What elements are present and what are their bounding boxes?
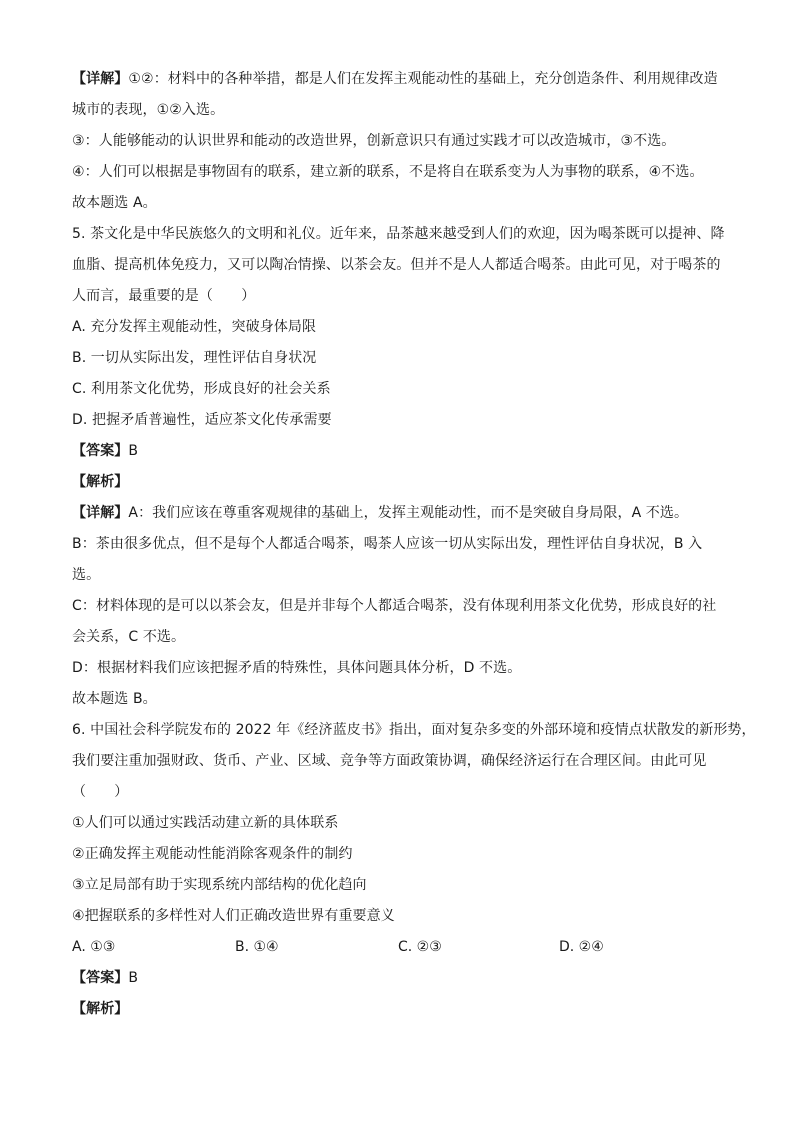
section-tag: 【解析】 (72, 1001, 129, 1017)
line-text: 我们要注重加强财政、货币、产业、区域、竞争等方面政策协调，确保经济运行在合理区间。由此可见 (72, 753, 707, 769)
line-text: 6. 中国社会科学院发布的 2022 年《经济蓝皮书》指出，面对复杂多变的外部环境和疫情点状散发的新形势， (72, 722, 756, 738)
text-line (72, 684, 724, 715)
line-text: ①人们可以通过实践活动建立新的具体联系 (72, 815, 339, 831)
text-line (72, 374, 724, 405)
text-line (72, 157, 724, 188)
text-line (72, 343, 724, 374)
document-body (72, 64, 756, 1025)
text-line (72, 219, 724, 250)
line-text: ①②：材料中的各种举措，都是人们在发挥主观能动性的基础上，充分创造条件、利用规律改造 (128, 71, 718, 87)
text-line (72, 963, 724, 994)
q6-option-b: B. ①④ (235, 939, 279, 955)
q6-option-a: A. ①③ (72, 939, 116, 955)
line-text: 故本题选 A。 (72, 195, 157, 211)
line-text: ②正确发挥主观能动性能消除客观条件的制约 (72, 846, 353, 862)
text-line (72, 870, 724, 901)
text-line (72, 95, 724, 126)
text-line (72, 746, 724, 777)
line-text: ③立足局部有助于实现系统内部结构的优化趋向 (72, 877, 367, 893)
text-line (72, 467, 724, 498)
text-line (72, 560, 724, 591)
text-line (72, 529, 724, 560)
q6-option-d: D. ②④ (559, 939, 604, 955)
line-text: 城市的表现，①②入选。 (72, 102, 225, 118)
line-text: C. 利用茶文化优势，形成良好的社会关系 (72, 381, 331, 397)
text-line (72, 591, 724, 622)
text-line (72, 715, 756, 746)
section-tag: 【答案】 (72, 443, 129, 459)
line-text: 血脂、提高机体免疫力，又可以陶冶情操、以茶会友。但并不是人人都适合喝茶。由此可见，对于喝茶的 (72, 257, 721, 273)
line-text: 人而言，最重要的是（ ） (72, 288, 256, 304)
text-line (72, 901, 724, 932)
line-text: ④：人们可以根据是事物固有的联系，建立新的联系，不是将自在联系变为人为事物的联系，④不选。 (72, 164, 704, 180)
text-line (72, 808, 724, 839)
line-text: A：我们应该在尊重客观规律的基础上，发挥主观能动性，而不是突破自身局限，A 不选。 (128, 505, 689, 521)
line-text: D. 把握矛盾普遍性，适应茶文化传承需要 (72, 412, 332, 428)
section-tag: 【详解】 (72, 71, 129, 87)
line-text: C：材料体现的是可以以茶会友，但是并非每个人都适合喝茶，没有体现利用茶文化优势，形成良好的社 (72, 598, 717, 614)
line-text: B：茶由很多优点，但不是每个人都适合喝茶，喝茶人应该一切从实际出发，理性评估自身状况，B 入 (72, 536, 703, 552)
line-text: 故本题选 B。 (72, 691, 157, 707)
q6-option-c: C. ②③ (398, 939, 442, 955)
text-line (72, 498, 724, 529)
text-line (72, 64, 724, 95)
text-lines (72, 64, 756, 932)
line-text: B (128, 970, 139, 986)
line-text: ③：人能够能动的认识世界和能动的改造世界，创新意识只有通过实践才可以改造城市，③不选。 (72, 133, 676, 149)
text-line (72, 653, 724, 684)
section-tag: 【详解】 (72, 505, 129, 521)
text-line (72, 777, 724, 808)
line-text: 5. 茶文化是中华民族悠久的文明和礼仪。近年来，品茶越来越受到人们的欢迎，因为喝茶既可以提神、降 (72, 226, 725, 242)
text-line (72, 436, 724, 467)
line-text: D：根据材料我们应该把握矛盾的特殊性，具体问题具体分析，D 不选。 (72, 660, 522, 676)
section-tag: 【解析】 (72, 474, 129, 490)
text-line (72, 622, 724, 653)
text-line (72, 839, 724, 870)
line-text: 选。 (72, 567, 101, 583)
line-text: B. 一切从实际出发，理性评估自身状况 (72, 350, 317, 366)
text-line (72, 188, 724, 219)
line-text: A. 充分发挥主观能动性，突破身体局限 (72, 319, 317, 335)
line-text: （ ） (72, 784, 129, 800)
text-line (72, 250, 724, 281)
line-text: B (128, 443, 139, 459)
text-line (72, 994, 724, 1025)
section-tag: 【答案】 (72, 970, 129, 986)
q6-answer-lines (72, 963, 724, 1025)
line-text: ④把握联系的多样性对人们正确改造世界有重要意义 (72, 908, 395, 924)
text-line (72, 126, 724, 157)
line-text: 会关系，C 不选。 (72, 629, 186, 645)
text-line (72, 312, 724, 343)
text-line (72, 281, 724, 312)
q6-options-row (72, 932, 724, 963)
text-line (72, 405, 724, 436)
